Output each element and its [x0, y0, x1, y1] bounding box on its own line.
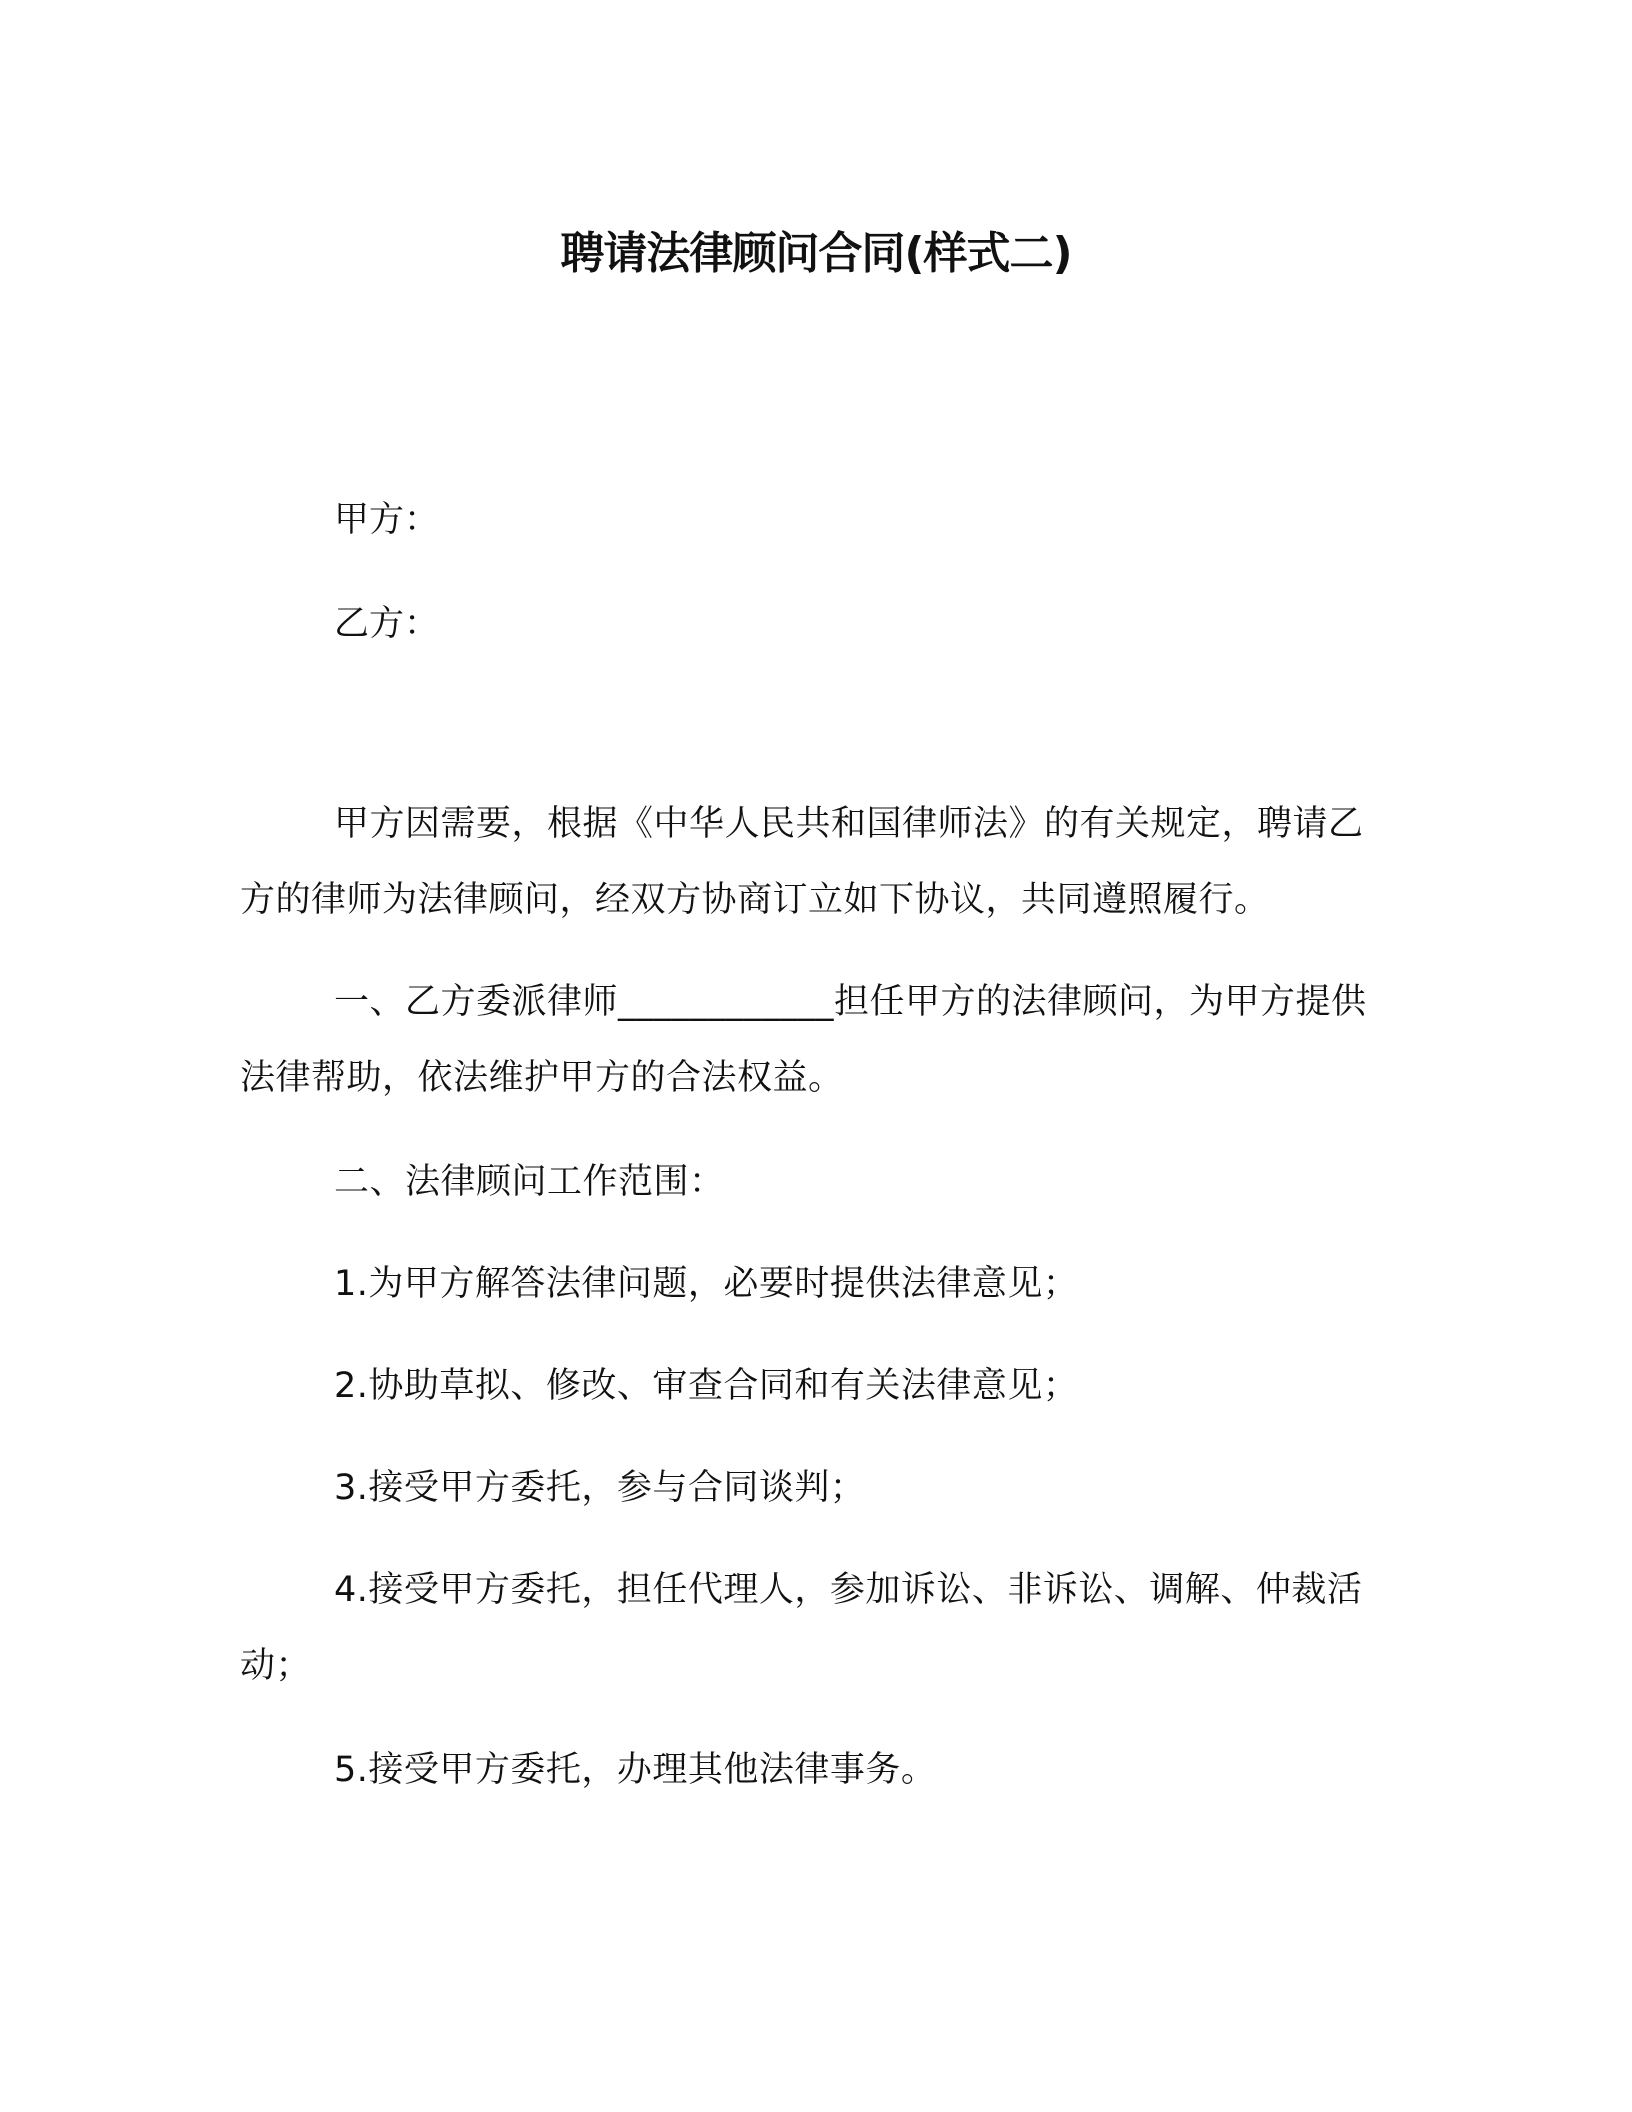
- clause-two-heading: 二、法律顾问工作范围：: [334, 1162, 725, 1202]
- scope-item-5: 5.接受甲方委托，办理其他法律事务。: [334, 1750, 937, 1790]
- party-b-label: 乙方：: [334, 604, 440, 644]
- intro-paragraph: 甲方因需要，根据《中华人民共和国律师法》的有关规定，聘请乙方的律师为法律顾问，经双方协商订立如下协议，共同遵照履行。: [240, 804, 1364, 920]
- scope-item-1: 1.为甲方解答法律问题，必要时提供法律意见；: [334, 1264, 1079, 1304]
- party-a-label: 甲方：: [334, 500, 440, 540]
- scope-item-3: 3.接受甲方委托，参与合同谈判；: [334, 1468, 866, 1508]
- scope-item-2: 2.协助草拟、修改、审查合同和有关法律意见；: [334, 1366, 1079, 1406]
- document-title: 聘请法律顾问合同(样式二): [560, 228, 1072, 279]
- scope-item-4: 4.接受甲方委托，担任代理人，参加诉讼、非诉讼、调解、仲裁活动；: [240, 1570, 1363, 1686]
- clause-one-paragraph: 一、乙方委派律师____________担任甲方的法律顾问，为甲方提供法律帮助，依法维护甲方的合法权益。: [240, 982, 1367, 1098]
